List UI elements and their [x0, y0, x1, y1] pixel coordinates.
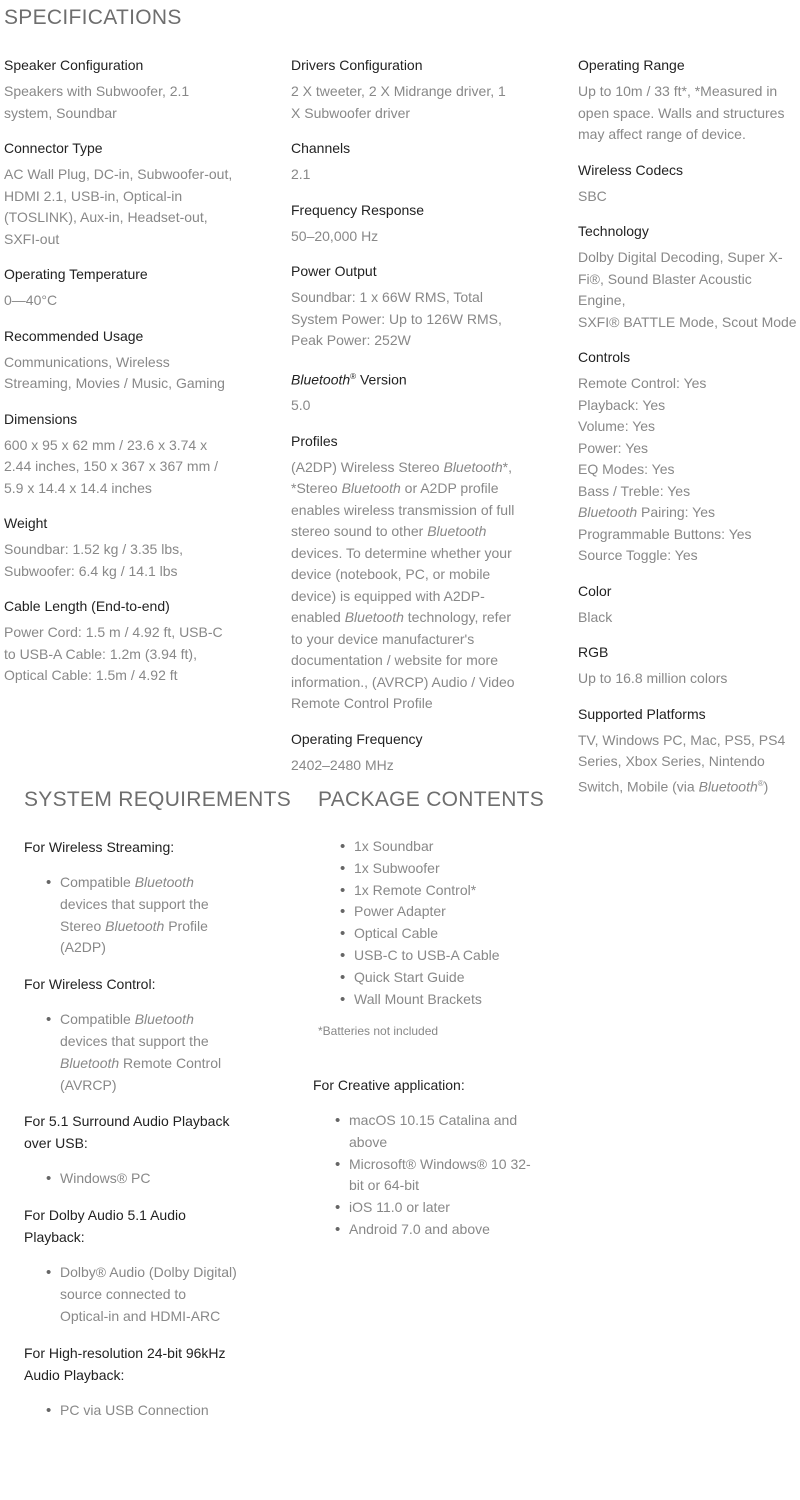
- spec-weight: [4, 513, 274, 582]
- spec-label: Power Output: [291, 263, 377, 279]
- spec-supported-platforms: [578, 704, 800, 798]
- list-item: • PC via USB Connection: [24, 1400, 274, 1422]
- text-part: devices. To determine whether your device (notebook, PC, or mobile device) is equipped with A2DP- enabled: [291, 544, 512, 626]
- spec-label: Profiles: [291, 432, 338, 449]
- spec-value: 2402–2480 MHz: [291, 756, 394, 773]
- spec-power-output: [291, 261, 561, 352]
- spec-label: Cable Length (End-to-end): [4, 598, 170, 614]
- spec-speaker-configuration: [4, 55, 274, 124]
- spec-label: Technology: [578, 223, 649, 239]
- bluetooth-italic: Bluetooth: [698, 778, 758, 795]
- spec-dimensions: [4, 409, 274, 500]
- spec-controls: [578, 347, 800, 567]
- spec-column-1: [4, 55, 274, 701]
- spec-label: Supported Platforms: [578, 705, 706, 722]
- bluetooth-italic: Bluetooth: [427, 523, 487, 540]
- spec-value: Speakers with Subwoofer, 2.1 system, Soundbar: [4, 83, 190, 121]
- spec-label: Wireless Codecs: [578, 161, 684, 178]
- spec-value: Power Cord: 1.5 m / 4.92 ft, USB-C to USB-A Cable: 1.2m (3.94 ft), Optical Cable: 1.5m / 4.92 ft: [4, 624, 223, 683]
- spec-profiles: [291, 431, 561, 715]
- requirement-heading: For Dolby Audio 5.1 Audio Playback:: [24, 1207, 186, 1246]
- spec-bluetooth-version: [291, 366, 561, 417]
- requirement-items: [24, 872, 274, 959]
- spec-value: Black: [578, 608, 613, 625]
- spec-value: [578, 730, 800, 798]
- text-part: technology, refer to your device manufacturer's documentation / website for more information., (AVRCP) Audio / Video Remote Control Profile: [291, 609, 515, 712]
- text-part: *, *Stereo: [291, 458, 512, 497]
- package-contents-title: PACKAGE CONTENTS: [318, 788, 545, 811]
- bluetooth-italic: Bluetooth: [341, 480, 401, 497]
- specifications-title: SPECIFICATIONS: [4, 6, 182, 29]
- bluetooth-italic: Bluetooth: [291, 371, 351, 388]
- text-part: Compatible: [60, 874, 135, 890]
- text-part: Pairing: Yes Programmable Buttons: Yes Source Toggle: Yes: [578, 504, 752, 563]
- text-part: Remote Control (AVRCP): [60, 1054, 222, 1093]
- list-item: • Windows® PC: [24, 1168, 274, 1190]
- requirement-items: [24, 1400, 274, 1422]
- spec-value: 2 X tweeter, 2 X Midrange driver, 1 X Subwoofer driver: [291, 83, 506, 121]
- list-item: [24, 872, 274, 959]
- spec-label: Operating Range: [578, 57, 685, 73]
- spec-label: Frequency Response: [291, 201, 425, 218]
- spec-value: Soundbar: 1.52 kg / 3.35 lbs, Subwoofer: 6.4 kg / 14.1 lbs: [4, 541, 184, 579]
- spec-rgb: [578, 642, 800, 690]
- requirement-heading: For Wireless Control:: [24, 976, 156, 993]
- creative-heading: For Creative application:: [313, 1077, 465, 1093]
- spec-value: [578, 373, 800, 567]
- list-item: • Quick Start Guide: [318, 967, 568, 989]
- spec-value: 2.1: [291, 166, 311, 182]
- spec-label: Controls: [578, 349, 631, 365]
- spec-connector-type: [4, 138, 274, 250]
- bluetooth-italic: Bluetooth: [134, 874, 194, 890]
- bluetooth-italic: Bluetooth: [344, 609, 404, 626]
- spec-value: AC Wall Plug, DC-in, Subwoofer-out, HDMI 2.1, USB-in, Optical-in (TOSLINK), Aux-in, Headset-out, SXFI-out: [4, 166, 233, 247]
- text-part: Remote Control: Yes Playback: Yes Volume: Yes Power: Yes EQ Modes: Yes Bass / Treble: Yes: [578, 375, 707, 499]
- list-item: • 1x Soundbar: [318, 836, 568, 858]
- spec-operating-range: [578, 55, 800, 146]
- registered-mark: ®: [350, 371, 357, 381]
- spec-drivers-configuration: [291, 55, 561, 124]
- spec-channels: [291, 138, 561, 186]
- system-requirements-list: [24, 836, 274, 1435]
- list-item: • Dolby® Audio (Dolby Digital) source connected to Optical-in and HDMI-ARC: [24, 1262, 274, 1327]
- creative-items: [313, 1110, 563, 1241]
- text-part: TV, Windows PC, Mac, PS5, PS4 Series, Xbox Series, Nintendo Switch, Mobile (via: [578, 731, 786, 795]
- spec-label: Weight: [4, 515, 48, 531]
- list-item: • Microsoft® Windows® 10 32- bit or 64-bit: [313, 1154, 563, 1198]
- spec-label: Speaker Configuration: [4, 57, 144, 73]
- text-part: or A2DP profile enables wireless transmission of full stereo sound to other: [291, 480, 515, 540]
- text-part: devices that support the Stereo: [60, 895, 209, 934]
- creative-application: [313, 1074, 563, 1255]
- spec-label: Recommended Usage: [4, 327, 144, 344]
- spec-label: Operating Temperature: [4, 266, 148, 282]
- package-items: [318, 836, 568, 1010]
- text-part: ): [763, 778, 769, 795]
- bluetooth-italic: Bluetooth: [105, 917, 165, 934]
- requirement-items: [24, 1262, 274, 1327]
- bluetooth-italic: Bluetooth: [60, 1054, 120, 1071]
- registered-mark: ®: [757, 778, 764, 788]
- spec-value: 5.0: [291, 397, 311, 414]
- spec-wireless-codecs: [578, 160, 800, 208]
- list-item: [24, 1009, 274, 1096]
- spec-technology: [578, 221, 800, 333]
- requirement-items: [24, 1168, 274, 1190]
- spec-value: 600 x 95 x 62 mm / 23.6 x 3.74 x 2.44 inches, 150 x 367 x 367 mm / 5.9 x 14.4 x 14.4 inches: [4, 436, 219, 496]
- text-part: Profile (A2DP): [60, 917, 208, 956]
- spec-operating-temperature: [4, 264, 274, 312]
- spec-value: Up to 16.8 million colors: [578, 670, 728, 686]
- requirement-heading: For High-resolution 24-bit 96kHz Audio Playback:: [24, 1344, 226, 1383]
- list-item: • 1x Subwoofer: [318, 858, 568, 880]
- spec-label: Connector Type: [4, 140, 103, 156]
- bluetooth-italic: Bluetooth: [578, 504, 638, 520]
- requirement-heading: For 5.1 Surround Audio Playback over USB:: [24, 1113, 230, 1152]
- spec-cable-length: [4, 596, 274, 687]
- spec-column-2: [291, 55, 561, 790]
- spec-value: Up to 10m / 33 ft*, *Measured in open space. Walls and structures may affect range of device.: [578, 83, 785, 142]
- list-item: • iOS 11.0 or later: [313, 1197, 563, 1219]
- spec-operating-frequency: [291, 729, 561, 777]
- requirement-heading: For Wireless Streaming:: [24, 839, 175, 855]
- list-item: • Wall Mount Brackets: [318, 989, 568, 1011]
- spec-value: 50–20,000 Hz: [291, 227, 379, 244]
- spec-recommended-usage: [4, 326, 274, 395]
- text-part: devices that support the: [60, 1032, 209, 1049]
- label-rest: Version: [356, 371, 407, 388]
- list-item: • Android 7.0 and above: [313, 1219, 563, 1241]
- spec-value: Communications, Wireless Streaming, Movies / Music, Gaming: [4, 353, 225, 391]
- spec-column-3: [578, 55, 800, 812]
- spec-value: Soundbar: 1 x 66W RMS, Total System Power: Up to 126W RMS, Peak Power: 252W: [291, 289, 502, 348]
- spec-value: 0—40°C: [4, 292, 58, 308]
- package-contents-list: [318, 836, 568, 1038]
- text-part: (A2DP) Wireless Stereo: [291, 458, 444, 475]
- spec-label: Color: [578, 582, 612, 599]
- spec-label: [291, 366, 561, 391]
- spec-label: Drivers Configuration: [291, 57, 423, 73]
- spec-value: SBC: [578, 187, 607, 204]
- text-part: Compatible: [60, 1011, 135, 1028]
- batteries-note: *Batteries not included: [318, 1024, 439, 1039]
- spec-color: [578, 581, 800, 629]
- spec-label: Dimensions: [4, 410, 78, 427]
- spec-frequency-response: [291, 200, 561, 248]
- spec-label: RGB: [578, 644, 609, 660]
- spec-label: Operating Frequency: [291, 730, 423, 747]
- list-item: • macOS 10.15 Catalina and above: [313, 1110, 563, 1154]
- system-requirements-title: SYSTEM REQUIREMENTS: [24, 788, 292, 811]
- list-item: • USB-C to USB-A Cable: [318, 945, 568, 967]
- bluetooth-italic: Bluetooth: [134, 1011, 194, 1028]
- bluetooth-italic: Bluetooth: [443, 458, 503, 475]
- requirement-items: [24, 1009, 274, 1096]
- list-item: • Optical Cable: [318, 923, 568, 945]
- spec-label: Channels: [291, 140, 351, 156]
- list-item: • Power Adapter: [318, 901, 568, 923]
- list-item: • 1x Remote Control*: [318, 880, 568, 902]
- spec-value: Dolby Digital Decoding, Super X- Fi®, Sound Blaster Acoustic Engine, SXFI® BATTLE Mode, Scout Mode: [578, 249, 797, 330]
- spec-value: [291, 457, 561, 715]
